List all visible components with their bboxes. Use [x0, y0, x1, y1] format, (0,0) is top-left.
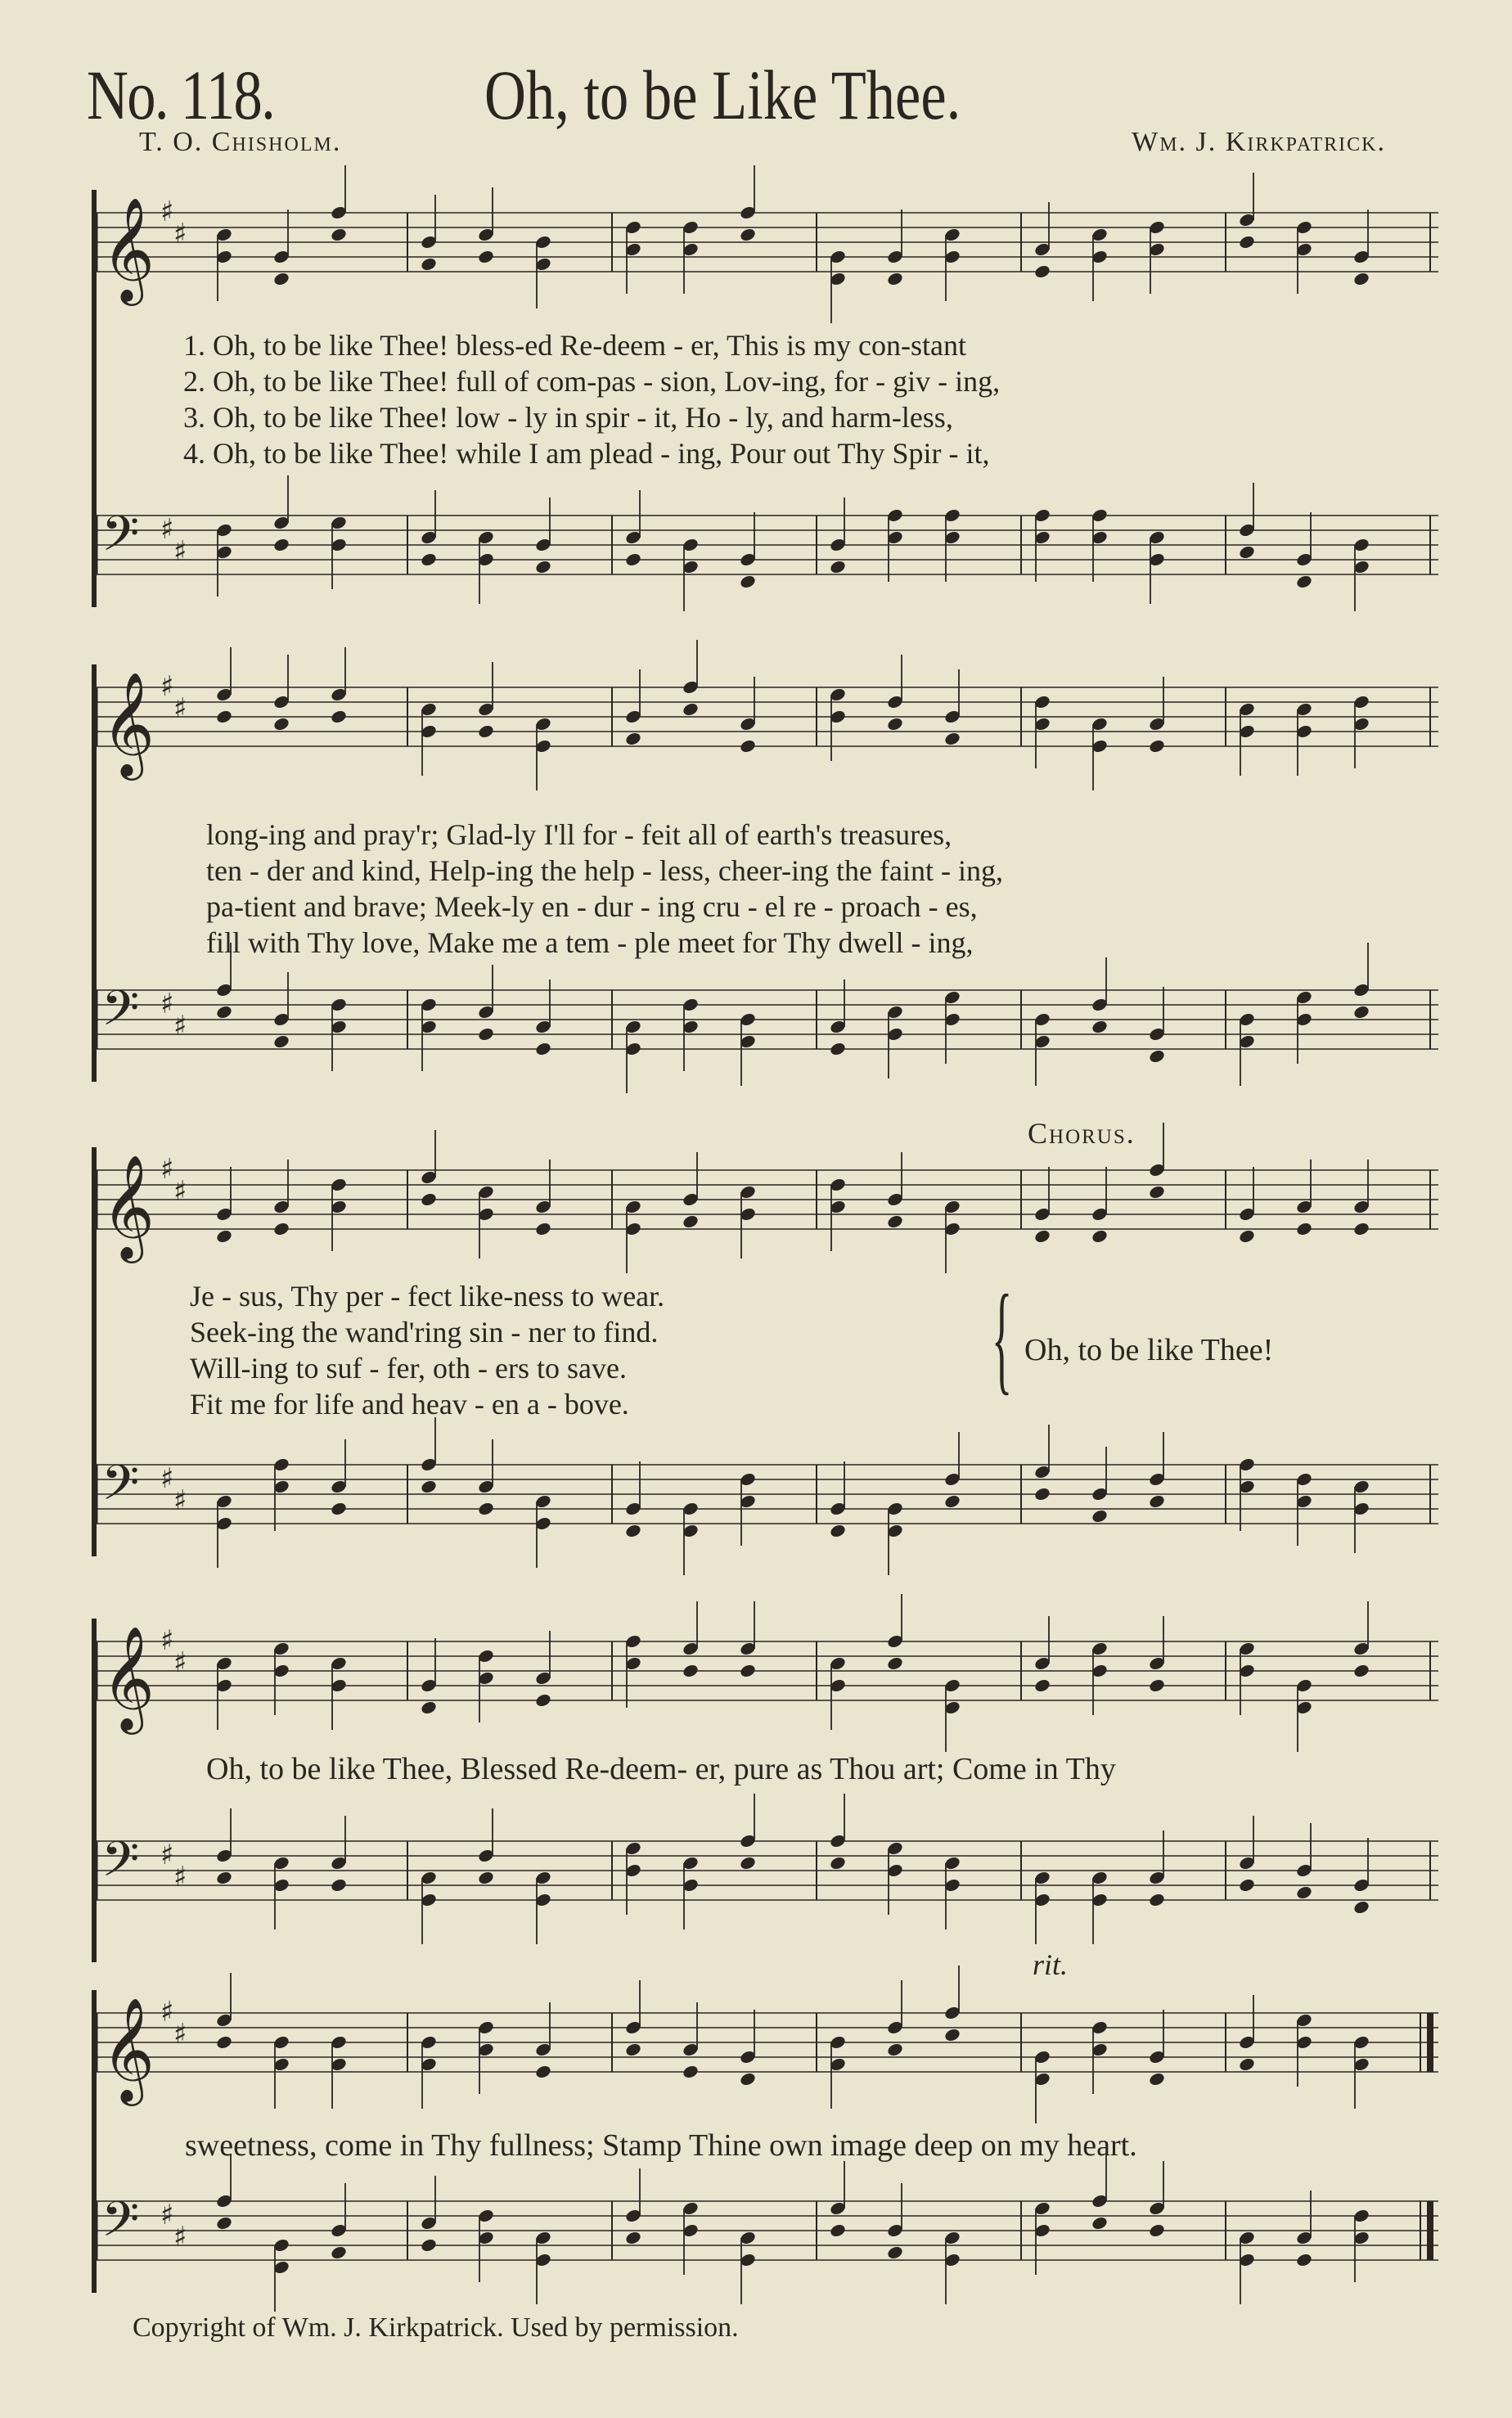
note-head: [1033, 263, 1051, 279]
note-head: [886, 1655, 904, 1671]
note-head: [943, 1493, 961, 1509]
note-head: [534, 1221, 552, 1236]
sharp-icon: ♯: [173, 1175, 187, 1208]
verse-line: Seek-ing the wand'ring sin - ner to find.: [190, 1316, 659, 1349]
note-head: [477, 1026, 495, 1042]
note-head: [1352, 1663, 1370, 1678]
note-head: [829, 2222, 847, 2238]
note-head: [1238, 544, 1256, 560]
verse-line: 3. Oh, to be like Thee! low - ly in spir - it, Ho - ly, and harm-less,: [183, 401, 953, 434]
note-head: [886, 271, 904, 286]
note-head: [624, 2042, 642, 2057]
verse-line: fill with Thy love, Make me a tem - ple meet for Thy dwell - ing,: [206, 926, 974, 959]
bass-clef-icon: 𝄢: [101, 979, 140, 1048]
note-head: [1091, 2215, 1109, 2231]
note-head: [739, 738, 757, 754]
treble-staff: [97, 1146, 1438, 1260]
treble-clef-icon: 𝄞: [101, 1625, 155, 1730]
sharp-icon: ♯: [173, 1861, 187, 1893]
note-head: [1033, 1486, 1051, 1502]
verse-line: 4. Oh, to be like Thee! while I am plead - ing, Pour out Thy Spir - it,: [183, 437, 990, 470]
sharp-icon: ♯: [173, 1484, 187, 1517]
sharp-icon: ♯: [160, 670, 174, 703]
sharp-icon: ♯: [160, 1839, 174, 1871]
note-head: [1091, 1508, 1109, 1524]
note-head: [624, 731, 642, 746]
note-head: [272, 716, 290, 732]
copyright-notice: Copyright of Wm. J. Kirkpatrick. Used by permission.: [133, 2312, 739, 2343]
bass-clef-icon: 𝄢: [101, 1830, 140, 1899]
note-head: [215, 1004, 233, 1020]
bass-clef-icon: 𝄢: [101, 2191, 140, 2259]
note-head: [420, 2237, 438, 2253]
note-head: [739, 227, 757, 242]
sharp-icon: ♯: [160, 196, 174, 228]
note-head: [215, 1228, 233, 1244]
note-head: [420, 1700, 438, 1715]
note-head: [272, 271, 290, 286]
chorus-lyric-5: sweetness, come in Thy fullness; Stamp Thine own image deep on my heart.: [185, 2128, 1137, 2163]
bass-staff: [97, 1817, 1438, 1931]
sharp-icon: ♯: [173, 218, 187, 250]
note-head: [886, 716, 904, 732]
sharp-icon: ♯: [160, 1462, 174, 1495]
note-head: [1148, 2071, 1166, 2087]
ritardando-mark: rit.: [1033, 1948, 1069, 1981]
note-head: [1148, 1677, 1166, 1693]
lyricist-credit: T. O. Chisholm.: [139, 127, 342, 157]
note-head: [534, 1041, 552, 1056]
note-head: [1148, 1892, 1166, 1907]
verse-line: Je - sus, Thy per - fect like-ness to wear.: [190, 1280, 665, 1313]
note-head: [477, 723, 495, 739]
hymn-title: Oh, to be Like Thee.: [484, 56, 961, 134]
chorus-refrain: Oh, to be like Thee!: [1024, 1333, 1274, 1367]
note-head: [886, 1214, 904, 1229]
note-head: [1148, 1493, 1166, 1509]
note-head: [1352, 271, 1370, 286]
note-head: [829, 1523, 847, 1538]
bass-staff: [97, 2177, 1438, 2291]
verse-line: Will-ing to suf - fer, oth - ers to save.: [190, 1352, 627, 1385]
note-head: [682, 1663, 700, 1678]
verse-brace: {: [992, 1270, 1013, 1406]
note-head: [682, 2064, 700, 2079]
verse-line: pa-tient and brave; Meek-ly en - dur - ing cru - el re - proach - es,: [206, 890, 978, 923]
note-head: [739, 1855, 757, 1871]
treble-clef-icon: 𝄞: [101, 671, 155, 776]
sharp-icon: ♯: [160, 1624, 174, 1657]
note-head: [943, 731, 961, 746]
verse-line: ten - der and kind, Help-ing the help - less, cheer-ing the faint - ing,: [206, 854, 1003, 887]
note-head: [1033, 1228, 1051, 1244]
note-head: [739, 574, 757, 589]
note-head: [624, 2230, 642, 2245]
note-head: [886, 2042, 904, 2057]
chorus-lyric-4: Oh, to be like Thee, Blessed Re-deem- er, pure as Thou art; Come in Thy: [206, 1752, 1116, 1786]
note-head: [1352, 1004, 1370, 1020]
treble-clef-icon: 𝄞: [101, 1997, 155, 2101]
note-head: [1148, 1184, 1166, 1200]
note-head: [1033, 1677, 1051, 1693]
composer-credit: Wm. J. Kirkpatrick.: [1132, 127, 1386, 157]
sharp-icon: ♯: [173, 2221, 187, 2254]
note-head: [1295, 1221, 1313, 1236]
note-head: [477, 249, 495, 264]
treble-clef-icon: 𝄞: [101, 196, 155, 301]
note-head: [943, 2027, 961, 2042]
note-head: [829, 559, 847, 574]
note-head: [1295, 1884, 1313, 1900]
note-head: [886, 2245, 904, 2260]
sharp-icon: ♯: [160, 2199, 174, 2231]
hymn-number: No. 118.: [87, 56, 275, 134]
note-head: [829, 1855, 847, 1871]
note-head: [1148, 2222, 1166, 2238]
sharp-icon: ♯: [160, 1996, 174, 2029]
note-head: [477, 1870, 495, 1885]
note-head: [1352, 1899, 1370, 1915]
note-head: [1148, 1048, 1166, 1064]
note-head: [420, 1479, 438, 1494]
bass-clef-icon: 𝄢: [101, 1454, 140, 1523]
treble-staff: [97, 663, 1438, 777]
note-head: [534, 2064, 552, 2079]
note-head: [1091, 1228, 1109, 1244]
treble-staff: [97, 1617, 1438, 1731]
sharp-icon: ♯: [160, 988, 174, 1020]
note-head: [215, 1870, 233, 1885]
note-head: [330, 2245, 348, 2260]
note-head: [739, 1663, 757, 1678]
sharp-icon: ♯: [160, 1153, 174, 1186]
bass-staff: [97, 1440, 1438, 1555]
note-head: [1091, 1019, 1109, 1034]
verse-line: 2. Oh, to be like Thee! full of com-pas - sion, Lov-ing, for - giv - ing,: [183, 365, 1001, 398]
verse-line: 1. Oh, to be like Thee! bless-ed Re-deem - er, This is my con-stant: [183, 329, 966, 362]
note-head: [682, 1214, 700, 1229]
verse-line: long-ing and pray'r; Glad-ly I'll for - feit all of earth's treasures,: [206, 818, 952, 851]
note-head: [215, 709, 233, 724]
treble-staff: [97, 1988, 1438, 2103]
verse-block-2: [206, 817, 1003, 961]
note-head: [215, 2034, 233, 2050]
note-head: [682, 701, 700, 717]
hymn-header: [0, 49, 1512, 157]
note-head: [477, 1501, 495, 1516]
note-head: [534, 1692, 552, 1708]
sharp-icon: ♯: [160, 513, 174, 546]
note-head: [330, 1501, 348, 1516]
note-head: [420, 256, 438, 272]
sharp-icon: ♯: [173, 1646, 187, 1679]
note-head: [215, 2215, 233, 2231]
note-head: [330, 709, 348, 724]
note-head: [1295, 574, 1313, 589]
note-head: [330, 227, 348, 242]
note-head: [1238, 1877, 1256, 1893]
bass-staff: [97, 491, 1438, 606]
note-head: [1238, 1228, 1256, 1244]
note-head: [272, 1221, 290, 1236]
note-head: [1238, 234, 1256, 250]
note-head: [1295, 2252, 1313, 2267]
note-head: [1148, 738, 1166, 754]
note-head: [272, 1033, 290, 1049]
treble-clef-icon: 𝄞: [101, 1154, 155, 1259]
chorus-label: Chorus.: [1028, 1117, 1136, 1150]
bass-staff: [97, 966, 1438, 1080]
note-head: [1352, 1221, 1370, 1236]
treble-staff: [97, 188, 1438, 303]
verse-block-1: [183, 327, 1000, 471]
sharp-icon: ♯: [173, 535, 187, 568]
sharp-icon: ♯: [173, 1010, 187, 1042]
note-head: [739, 2071, 757, 2087]
note-head: [624, 552, 642, 567]
note-head: [1238, 2056, 1256, 2072]
sharp-icon: ♯: [173, 2018, 187, 2051]
bass-clef-icon: 𝄢: [101, 505, 140, 574]
note-head: [420, 552, 438, 567]
note-head: [534, 559, 552, 574]
note-head: [624, 1523, 642, 1538]
verse-block-3: [190, 1278, 664, 1422]
note-head: [420, 1191, 438, 1207]
verse-line: Fit me for life and heav - en a - bove.: [190, 1388, 629, 1421]
sharp-icon: ♯: [173, 692, 187, 725]
note-head: [272, 537, 290, 552]
note-head: [829, 1041, 847, 1056]
note-head: [330, 1877, 348, 1893]
